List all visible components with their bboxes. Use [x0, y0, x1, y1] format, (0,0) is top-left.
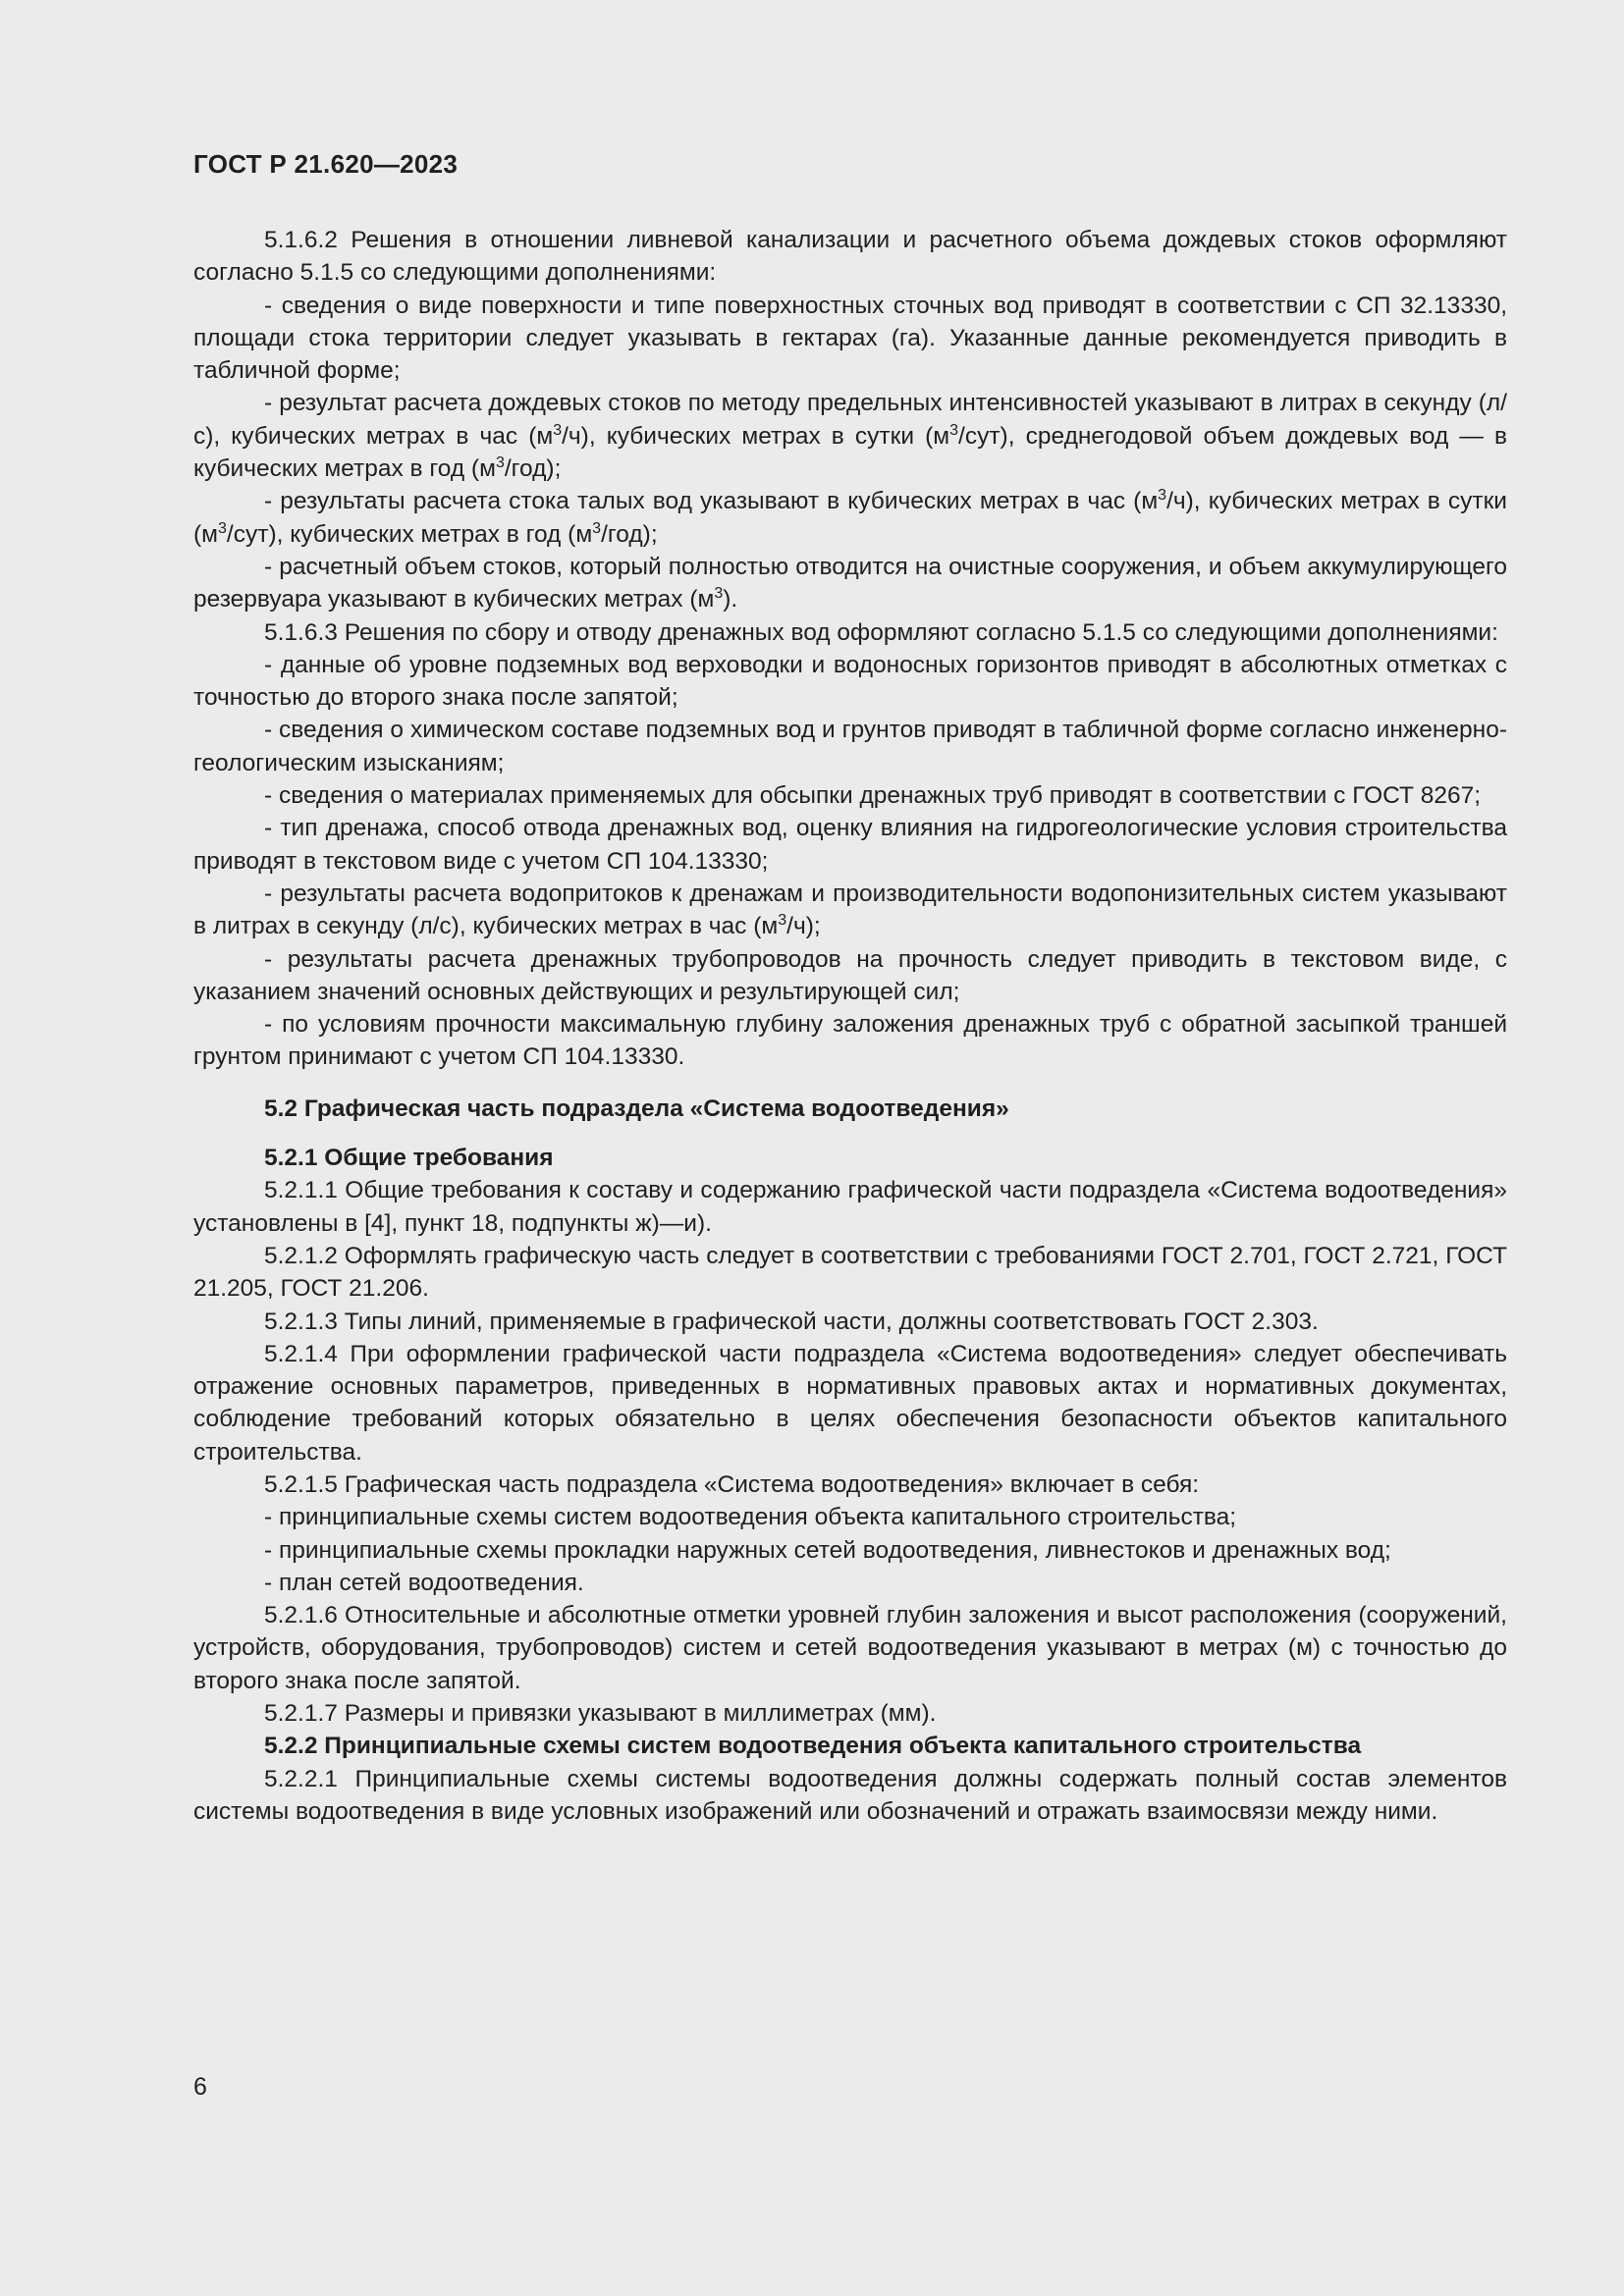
list-item: - сведения о материалах применяемых для обсыпки дренажных труб приводят в соответствии с ГОСТ 8267;	[264, 782, 1482, 810]
paragraph-5-2-1-4: 5.2.1.4 При оформлении графической части подраздела «Система водоотведения» следует обеспечивать отражение основных параметров, приведенных в нормативных правовых актах и нормативных документах, соблюдение требований которых обязательно в целях обеспечения безопасности объектов капитального строительства.	[193, 1340, 1507, 1466]
paragraph-5-2-1-1: 5.2.1.1 Общие требования к составу и содержанию графической части подраздела «Система водоотведения» установлены в [4], пункт 18, подпункты ж)—и).	[193, 1177, 1507, 1237]
list-item: - тип дренажа, способ отвода дренажных вод, оценку влияния на гидрогеологические условия строительства приводят в текстовом виде с учетом СП 104.13330;	[193, 815, 1507, 875]
list-item-reservoir-volume: - расчетный объем стоков, который полностью отводится на очистные сооружения, и объем аккумулирующего резервуара указывают в кубических метрах $(м^3)$.	[193, 553, 1507, 614]
list-item: - сведения о химическом составе подземных вод и грунтов приводят в табличной форме согласно инженерно-геологическим изысканиям;	[193, 717, 1507, 776]
list-item-inflow-results: - результаты расчета водопритоков к дренажам и производительности водопонизительных систем указывают в литрах в секунду (л/с), кубических метрах в час $(м^3/ч)$;	[193, 880, 1507, 940]
list-item-rain-results: - результат расчета дождевых стоков по методу предельных интенсивностей указывают в литрах в секунду (л/с), кубических метрах в час $(м^3/ч)$, кубических метрах в сутки $(м^3/сут)$, среднегодовой объем дождевых вод — в кубических метрах в год $(м^3/год)$;	[193, 390, 1507, 483]
paragraph-5-1-6-2: 5.1.6.2 Решения в отношении ливневой канализации и расчетного объема дождевых стоков оформляют согласно 5.1.5 со следующими дополнениями:	[193, 227, 1507, 287]
list-item: - сведения о виде поверхности и типе поверхностных сточных вод приводят в соответствии с СП 32.13330, площади стока территории следует указывать в гектарах (га). Указанные данные рекомендуется приводить в табличной форме;	[193, 292, 1507, 385]
list-item: - по условиям прочности максимальную глубину заложения дренажных труб с обратной засыпкой траншей грунтом принимают с учетом СП 104.13330.	[193, 1011, 1507, 1071]
paragraph-5-2-1-6: 5.2.1.6 Относительные и абсолютные отметки уровней глубин заложения и высот расположения (сооружений, устройств, оборудования, трубопроводов) систем и сетей водоотведения указывают в метрах (м) с точностью до второго знака после запятой.	[193, 1602, 1507, 1694]
page-number: 6	[193, 2073, 207, 2101]
paragraph-5-2-1-7: 5.2.1.7 Размеры и привязки указывают в миллиметрах (мм).	[264, 1700, 937, 1728]
list-item: - результаты расчета дренажных трубопроводов на прочность следует приводить в текстовом виде, с указанием значений основных действующих и результирующей сил;	[193, 945, 1507, 1005]
list-item: - принципиальные схемы систем водоотведения объекта капитального строительства;	[264, 1504, 1237, 1531]
document-header: ГОСТ Р 21.620—2023	[193, 149, 459, 179]
subsection-heading-5-2-1: 5.2.1 Общие требования	[264, 1145, 554, 1172]
paragraph-5-2-2-1: 5.2.2.1 Принципиальные схемы системы водоотведения должны содержать полный состав элементов системы водоотведения в виде условных изображений или обозначений и отражать взаимосвязи между ними.	[193, 1765, 1507, 1825]
list-item: - план сетей водоотведения.	[264, 1569, 584, 1596]
paragraph-5-1-6-3: 5.1.6.3 Решения по сбору и отводу дренажных вод оформляют согласно 5.1.5 со следующими дополнениями:	[264, 618, 1498, 646]
paragraph-5-2-1-2: 5.2.1.2 Оформлять графическую часть следует в соответствии с требованиями ГОСТ 2.701, ГОСТ 2.721, ГОСТ 21.205, ГОСТ 21.206.	[193, 1242, 1507, 1303]
list-item: - данные об уровне подземных вод верховодки и водоносных горизонтов приводят в абсолютных отметках с точностью до второго знака после запятой;	[193, 651, 1507, 712]
section-heading-5-2: 5.2 Графическая часть подраздела «Система водоотведения»	[264, 1095, 1009, 1122]
subsection-heading-5-2-2: 5.2.2 Принципиальные схемы систем водоотведения объекта капитального строительства	[264, 1733, 1362, 1760]
document-body	[193, 224, 1507, 1828]
paragraph-5-2-1-5: 5.2.1.5 Графическая часть подраздела «Система водоотведения» включает в себя:	[264, 1470, 1200, 1498]
list-item: - принципиальные схемы прокладки наружных сетей водоотведения, ливнестоков и дренажных вод;	[264, 1536, 1391, 1564]
list-item-meltwater-results: - результаты расчета стока талых вод указывают в кубических метрах в час $(м^3/ч)$, кубических метрах в сутки $(м^3/сут)$, кубических метрах в год $(м^3/год)$;	[193, 487, 1507, 548]
paragraph-5-2-1-3: 5.2.1.3 Типы линий, применяемые в графической части, должны соответствовать ГОСТ 2.303.	[264, 1308, 1319, 1335]
